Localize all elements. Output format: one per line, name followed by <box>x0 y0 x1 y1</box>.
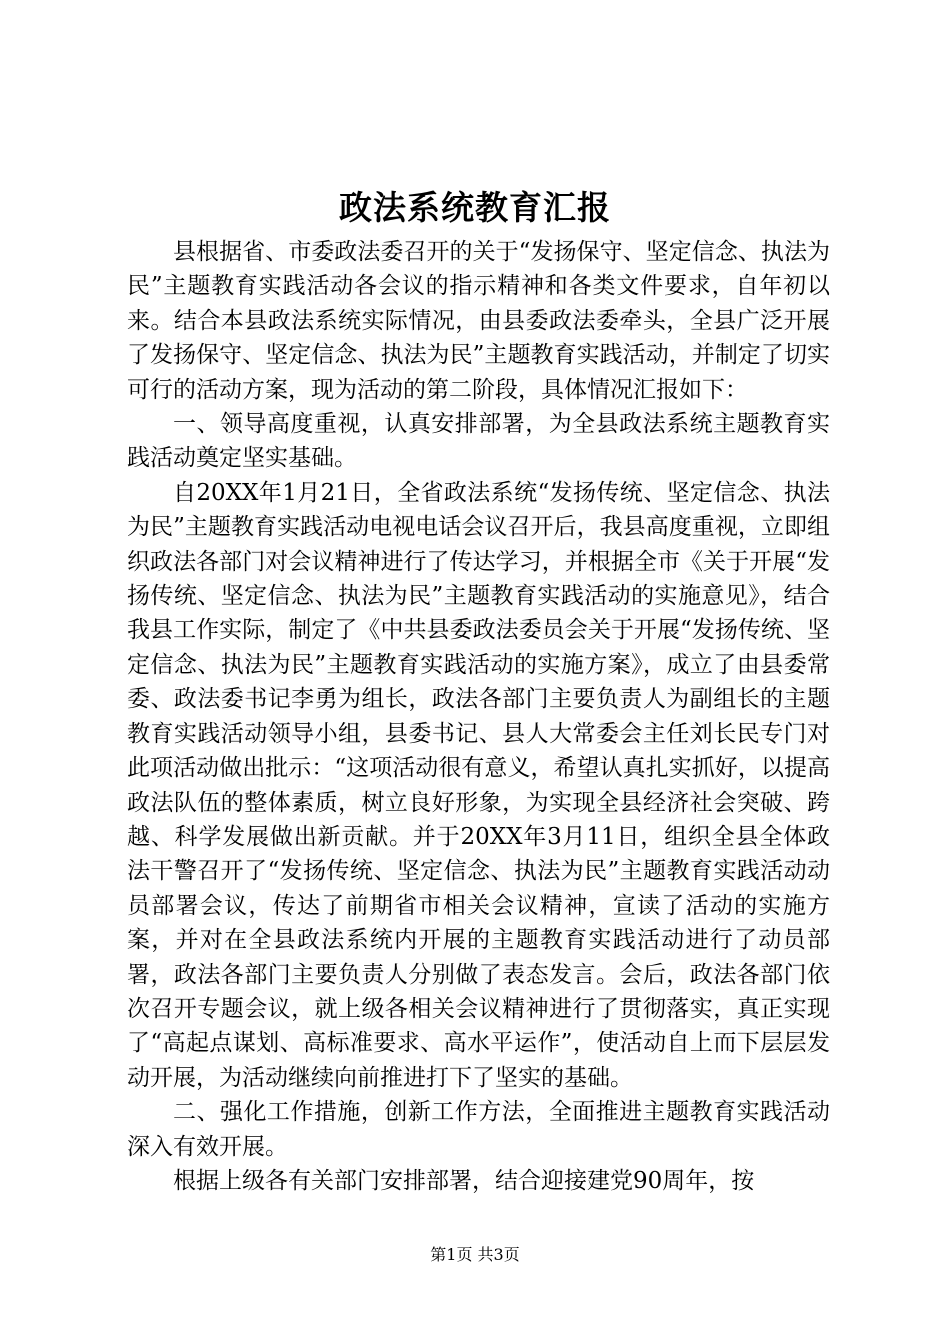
document-title: 政法系统教育汇报 <box>339 188 611 227</box>
paragraph-section-one-heading: 一、领导高度重视，认真安排部署，为全县政法系统主题教育实践活动奠定坚实基础。 <box>127 411 830 472</box>
paragraph-intro: 县根据省、市委政法委召开的关于“发扬保守、坚定信念、执法为民”主题教育实践活动各会议的指示精神和各类文件要求，自年初以来。结合本县政法系统实际情况，由县委政法委牵头，全县广泛开展了发扬保守、坚定信念、执法为民”主题教育实践活动，并制定了切实可行的活动方案，现为活动的第二阶段，具体情况汇报如下： <box>127 239 830 403</box>
paragraph-section-two-body: 根据上级各有关部门安排部署，结合迎接建党90周年，按 <box>173 1167 755 1194</box>
paragraph-section-two-heading: 二、强化工作措施，创新工作方法，全面推进主题教育实践活动深入有效开展。 <box>127 1099 830 1160</box>
page-number-footer: 第1页 共3页 <box>430 1245 520 1264</box>
document-body <box>127 235 830 1198</box>
paragraph-section-one-body: 自20XX年1月21日，全省政法系统“发扬传统、坚定信念、执法为民”主题教育实践活动电视电话会议召开后，我县高度重视，立即组织政法各部门对会议精神进行了传达学习，并根据全市《关于开展“发扬传统、坚定信念、执法为民”主题教育实践活动的实施意见》，结合我县工作实际，制定了《中共县委政法委员会关于开展“发扬传统、坚定信念、执法为民”主题教育实践活动的实施方案》，成立了由县委常委、政法委书记李勇为组长，政法各部门主要负责人为副组长的主题教育实践活动领导小组，县委书记、县人大常委会主任刘长民专门对此项活动做出批示：“这项活动很有意义，希望认真扎实抓好，以提高政法队伍的整体素质，树立良好形象，为实现全县经济社会突破、跨越、科学发展做出新贡献。并于20XX年3月11日，组织全县全体政法干警召开了“发扬传统、坚定信念、执法为民”主题教育实践活动动员部署会议，传达了前期省市相关会议精神，宣读了活动的实施方案，并对在全县政法系统内开展的主题教育实践活动进行了动员部署，政法各部门主要负责人分别做了表态发言。会后，政法各部门依次召开专题会议，就上级各相关会议精神进行了贯彻落实，真正实现了“高起点谋划、高标准要求、高水平运作”，使活动自上而下层层发动开展，为活动继续向前推进打下了坚实的基础。 <box>127 479 830 1091</box>
